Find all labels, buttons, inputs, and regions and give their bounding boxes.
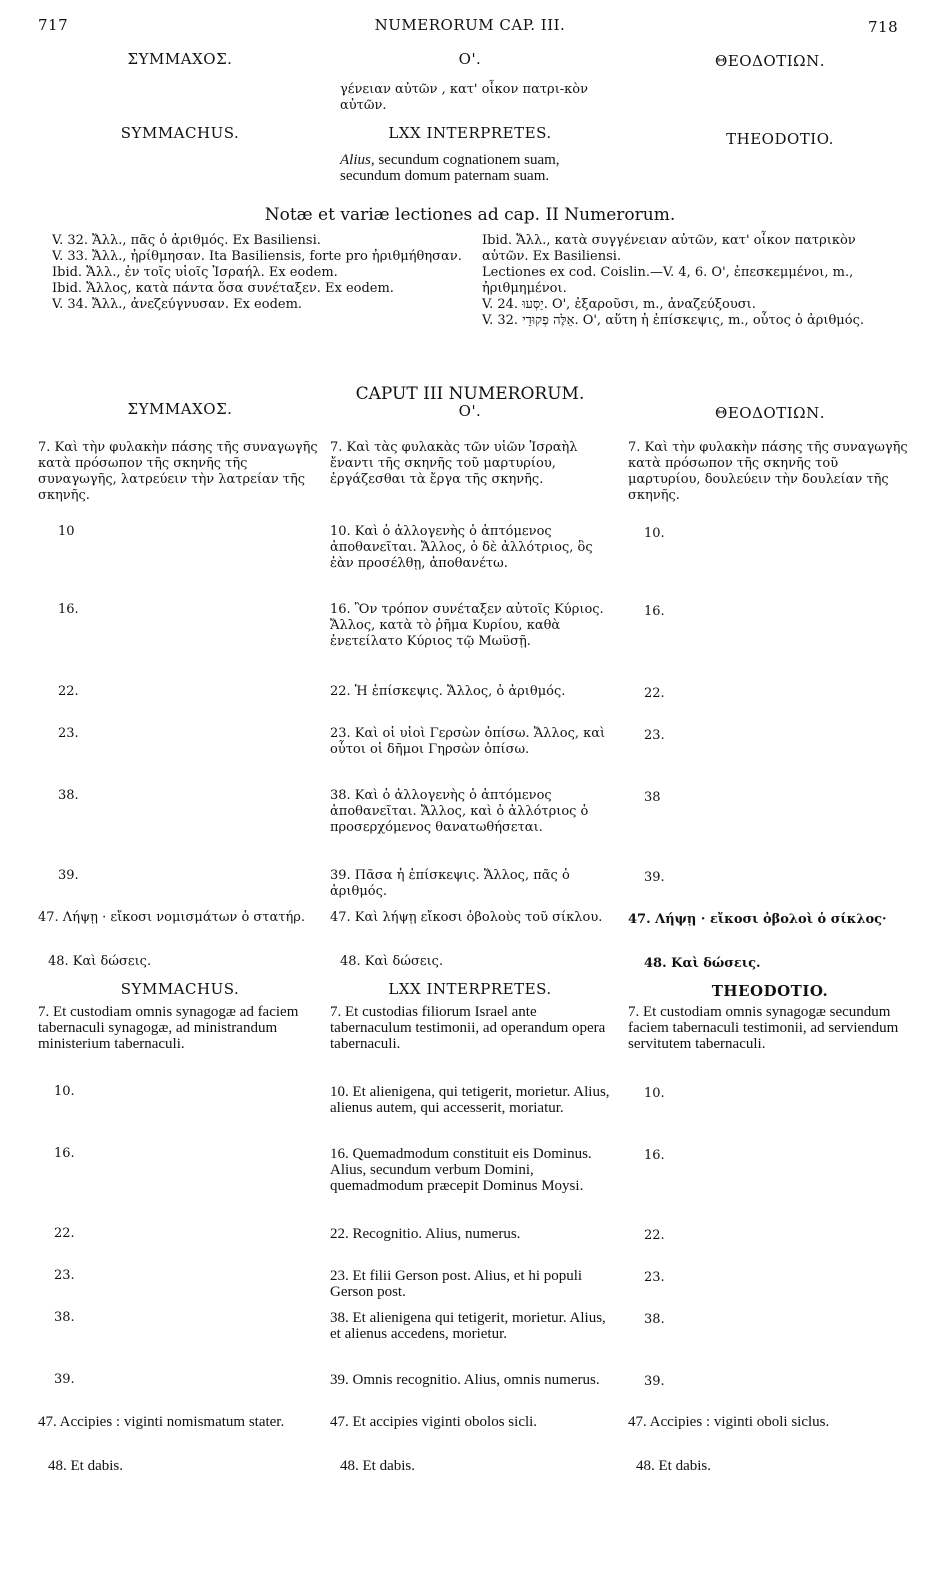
greek-col-head-symmachus: ΣΥΜΜΑΧΟΣ. bbox=[127, 400, 233, 418]
alius-label: Alius, bbox=[340, 152, 375, 168]
col-head-lxx-latin: LXX INTERPRETES. bbox=[388, 124, 552, 142]
latin-lxx-7: 7. Et custodias filiorum Israel ante tabernaculum testimonii, ad operandum opera tabernaculi. bbox=[330, 1004, 606, 1052]
latin-theo-10: 10. bbox=[644, 1086, 665, 1101]
latin-lxx-47: 47. Et accipies viginti obolos sicli. bbox=[330, 1414, 538, 1430]
note-left-3: Ibid. Ἄλλ., ἐν τοῖς υἱοῖς Ἰσραήλ. Ex eodem. bbox=[52, 265, 338, 280]
latin-sym-7: 7. Et custodiam omnis synagogæ ad faciem tabernaculi synagogæ, ad ministrandum ministerium tabernaculi. bbox=[38, 1004, 299, 1052]
greek-sym-39: 39. bbox=[58, 868, 79, 883]
greek-lxx-16: 16. Ὃν τρόπον συνέταξεν αὐτοῖς Κύριος. Ἄλλος, κατὰ τὸ ῥῆμα Κυρίου, καθὰ ἐνετείλατο Κύριος τῷ Μωϋσῇ. bbox=[330, 602, 604, 649]
col-head-theodotion-latin: THEODOTIO. bbox=[726, 130, 834, 148]
greek-theo-10: 10. bbox=[644, 526, 665, 541]
latin-lxx-23: 23. Et filii Gerson post. Alius, et hi populi Gerson post. bbox=[330, 1268, 583, 1300]
note-left-5: V. 34. Ἄλλ., ἀνεζεύγνυσαν. Ex eodem. bbox=[52, 297, 303, 312]
greek-sym-7: 7. Καὶ τὴν φυλακὴν πάσης τῆς συναγωγῆς κατὰ πρόσωπον τῆς σκηνῆς τῆς συναγωγῆς, λατρεύειν τὴν λατρείαν τῆς σκηνῆς. bbox=[38, 440, 318, 503]
note-right-4: V. 32. אֵלֶּה פְקוּדֵי. Ο', αὕτη ἡ ἐπίσκεψις, m., οὗτος ὁ ἀριθμός. bbox=[482, 313, 864, 328]
col-head-symmachus-latin: SYMMACHUS. bbox=[120, 124, 240, 142]
greek-sym-38: 38. bbox=[58, 788, 79, 803]
latin-theo-7: 7. Et custodiam omnis synagogæ secundum faciem tabernaculi testimonii, ad serviendum servitutem tabernaculi. bbox=[628, 1004, 899, 1052]
greek-theo-47: 47. Λήψῃ · εἴκοσι ὀβολοὶ ὁ σίκλος· bbox=[628, 912, 887, 927]
latin-sym-16: 16. bbox=[54, 1146, 75, 1161]
note-right-1: Ibid. Ἄλλ., κατὰ συγγένειαν αὐτῶν, κατ' οἶκον πατρικὸν αὐτῶν. Ex Basiliensi. bbox=[482, 233, 856, 264]
note-right-3: V. 24. יַסְּעוּ. Ο', ἐξαροῦσι, m., ἀναζεύξουσι. bbox=[482, 297, 756, 312]
greek-col-head-theodotion: ΘΕΟΔΟΤΙΩΝ. bbox=[715, 404, 825, 422]
latin-sym-48: 48. Et dabis. bbox=[48, 1458, 123, 1474]
latin-theo-23: 23. bbox=[644, 1270, 665, 1285]
latin-lxx-10: 10. Et alienigena, qui tetigerit, morietur. Alius, alienus autem, qui accesserit, moriatur. bbox=[330, 1084, 610, 1116]
page-number-left: 717 bbox=[38, 16, 69, 34]
greek-lxx-48: 48. Καὶ δώσεις. bbox=[340, 954, 444, 969]
top-fragment-greek: γένειαν αὐτῶν , κατ' οἶκον πατρι-κὸν αὐτῶν. bbox=[340, 82, 589, 113]
latin-lxx-38: 38. Et alienigena qui tetigerit, morietur. Alius, et alienus accedens, morietur. bbox=[330, 1310, 606, 1342]
greek-theo-38: 38 bbox=[644, 790, 661, 805]
latin-col-head-symmachus: SYMMACHUS. bbox=[120, 980, 240, 998]
greek-sym-16: 16. bbox=[58, 602, 79, 617]
latin-sym-39: 39. bbox=[54, 1372, 75, 1387]
note-left-4: Ibid. Ἄλλος, κατὰ πάντα ὅσα συνέταξεν. Ex eodem. bbox=[52, 281, 394, 296]
greek-sym-10: 10 bbox=[58, 524, 75, 539]
notes-title: Notæ et variæ lectiones ad cap. II Numerorum. bbox=[264, 205, 676, 225]
greek-lxx-39: 39. Πᾶσα ἡ ἐπίσκεψις. Ἄλλος, πᾶς ὁ ἀριθμός. bbox=[330, 868, 570, 899]
latin-theo-38: 38. bbox=[644, 1312, 665, 1327]
notes-left bbox=[52, 233, 472, 313]
greek-sym-22: 22. bbox=[58, 684, 79, 699]
greek-theo-48: 48. Καὶ δώσεις. bbox=[644, 956, 761, 971]
latin-lxx-39: 39. Omnis recognitio. Alius, omnis numerus. bbox=[330, 1372, 600, 1388]
greek-lxx-23: 23. Καὶ οἱ υἱοὶ Γερσὼν ὀπίσω. Ἄλλος, καὶ οὗτοι οἱ δῆμοι Γηρσὼν ὀπίσω. bbox=[330, 726, 606, 757]
greek-col-head-lxx: Ο'. bbox=[458, 402, 482, 420]
latin-sym-38: 38. bbox=[54, 1310, 75, 1325]
latin-sym-10: 10. bbox=[54, 1084, 75, 1099]
page-title: NUMERORUM CAP. III. bbox=[374, 16, 566, 34]
col-head-symmachus-greek: ΣΥΜΜΑΧΟΣ. bbox=[127, 50, 233, 68]
latin-theo-22: 22. bbox=[644, 1228, 665, 1243]
latin-lxx-22: 22. Recognitio. Alius, numerus. bbox=[330, 1226, 521, 1242]
greek-theo-39: 39. bbox=[644, 870, 665, 885]
top-fragment-latin-text: secundum cognationem suam, secundum domum paternam suam. bbox=[340, 152, 560, 184]
greek-lxx-7: 7. Καὶ τὰς φυλακὰς τῶν υἱῶν Ἰσραὴλ ἔναντι τῆς σκηνῆς τοῦ μαρτυρίου, ἐργάζεσθαι τὰ ἔργα τῆς σκηνῆς. bbox=[330, 440, 578, 487]
latin-sym-47: 47. Accipies : viginti nomismatum stater. bbox=[38, 1414, 285, 1430]
greek-lxx-10: 10. Καὶ ὁ ἀλλογενὴς ὁ ἁπτόμενος ἀποθανεῖται. Ἄλλος, ὁ δὲ ἀλλότριος, ὃς ἐὰν προσέλθῃ, ἀποθανέτω. bbox=[330, 524, 593, 571]
latin-theo-47: 47. Accipies : viginti oboli siclus. bbox=[628, 1414, 830, 1430]
greek-theo-22: 22. bbox=[644, 686, 665, 701]
greek-sym-47: 47. Λήψῃ · εἴκοσι νομισμάτων ὁ στατήρ. bbox=[38, 910, 306, 925]
note-right-2: Lectiones ex cod. Coislin.—V. 4, 6. Ο', ἐπεσκεμμένοι, m., ἠριθμημένοι. bbox=[482, 265, 854, 296]
greek-lxx-22: 22. Ἡ ἐπίσκεψις. Ἄλλος, ὁ ἀριθμός. bbox=[330, 684, 566, 699]
greek-sym-23: 23. bbox=[58, 726, 79, 741]
latin-theo-16: 16. bbox=[644, 1148, 665, 1163]
latin-theo-39: 39. bbox=[644, 1374, 665, 1389]
latin-sym-23: 23. bbox=[54, 1268, 75, 1283]
greek-theo-23: 23. bbox=[644, 728, 665, 743]
note-left-2: V. 33. Ἄλλ., ἠρίθμησαν. Ita Basiliensis, forte pro ἠριθμήθησαν. bbox=[52, 249, 462, 264]
greek-sym-48: 48. Καὶ δώσεις. bbox=[48, 954, 152, 969]
greek-lxx-38: 38. Καὶ ὁ ἀλλογενὴς ὁ ἁπτόμενος ἀποθανεῖται. Ἄλλος, καὶ ὁ ἀλλότριος ὁ προσερχόμενος θανατωθήσεται. bbox=[330, 788, 589, 835]
latin-col-head-theodotion: THEODOTIO. bbox=[711, 982, 829, 1000]
note-left-1: V. 32. Ἄλλ., πᾶς ὁ ἀριθμός. Ex Basiliensi. bbox=[52, 233, 321, 248]
page-number-right: 718 bbox=[868, 18, 899, 36]
notes-right bbox=[482, 233, 902, 329]
greek-theo-7: 7. Καὶ τὴν φυλακὴν πάσης τῆς συναγωγῆς κατὰ πρόσωπον τῆς σκηνῆς τοῦ μαρτυρίου, δουλεύειν τὴν δουλείαν τῆς σκηνῆς. bbox=[628, 440, 908, 503]
latin-col-head-lxx: LXX INTERPRETES. bbox=[388, 980, 552, 998]
latin-sym-22: 22. bbox=[54, 1226, 75, 1241]
col-head-lxx-greek: Ο'. bbox=[458, 50, 482, 68]
top-fragment-latin bbox=[340, 152, 612, 184]
latin-lxx-48: 48. Et dabis. bbox=[340, 1458, 415, 1474]
greek-theo-16: 16. bbox=[644, 604, 665, 619]
latin-lxx-16: 16. Quemadmodum constituit eis Dominus. Alius, secundum verbum Domini, quemadmodum præcepit Dominus Moysi. bbox=[330, 1146, 592, 1194]
caput-title: CAPUT III NUMERORUM. bbox=[355, 384, 585, 404]
col-head-theodotion-greek: ΘΕΟΔΟΤΙΩΝ. bbox=[715, 52, 825, 70]
greek-lxx-47: 47. Καὶ λήψῃ εἴκοσι ὀβολοὺς τοῦ σίκλου. bbox=[330, 910, 603, 925]
latin-theo-48: 48. Et dabis. bbox=[636, 1458, 711, 1474]
